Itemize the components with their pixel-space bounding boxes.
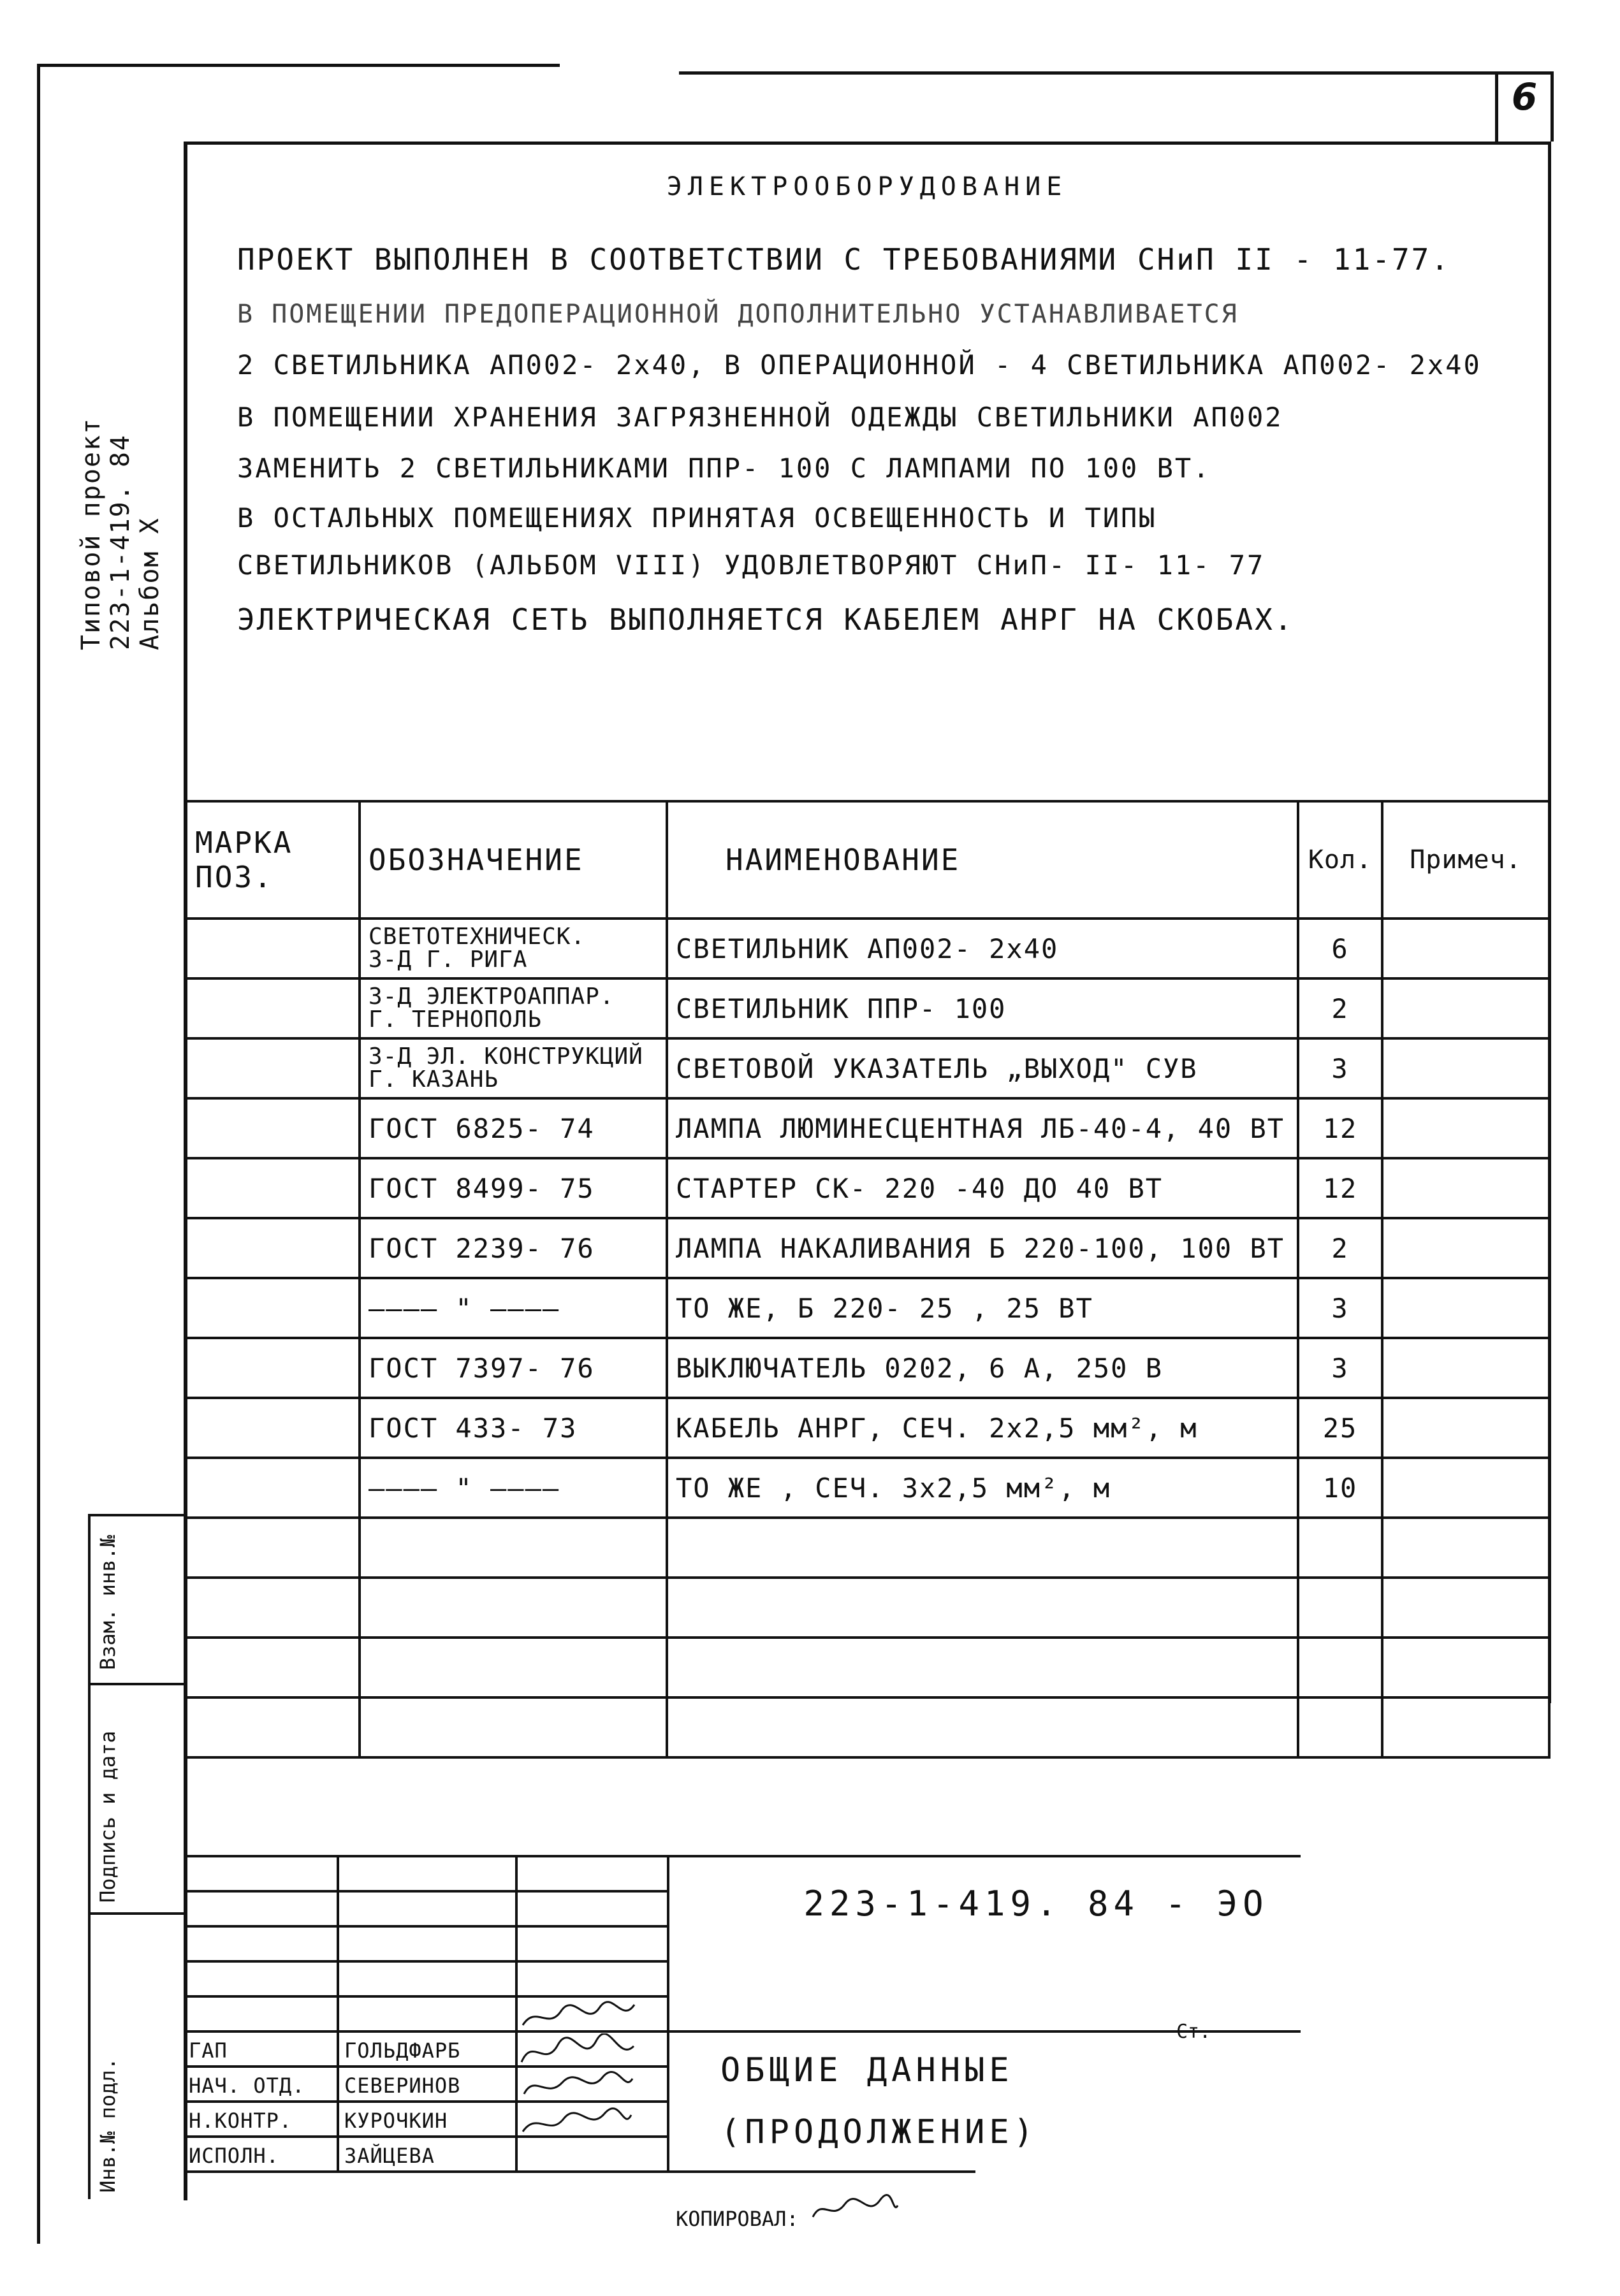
table-row [186,1697,1549,1757]
note-line: ПРОЕКТ ВЫПОЛНЕН В СООТВЕТСТВИИ С ТРЕБОВАНИЯМИ СНиП II - 11-77. [237,242,1451,277]
cell-name: ЛАМПА ЛЮМИНЕСЦЕНТНАЯ ЛБ-40-4, 40 ВТ [667,1098,1298,1158]
cell-note [1382,1578,1549,1638]
cell-mark [186,1098,360,1158]
copied-signature-scribble [810,2193,899,2225]
cell-note [1382,1638,1549,1697]
title-block-col [337,1855,339,2170]
cell-designation [360,1518,667,1578]
designation-line: ГОСТ 433- 73 [369,1412,578,1444]
cell-name: СТАРТЕР СК- 220 -40 ДО 40 ВТ [667,1158,1298,1218]
cell-mark [186,1218,360,1278]
copied-by-label: КОПИРОВАЛ: [676,2207,799,2231]
cell-mark [186,1278,360,1338]
cell-mark [186,1338,360,1398]
cell-note [1382,1038,1549,1098]
document-subtitle: (ПРОДОЛЖЕНИЕ) [720,2113,1038,2151]
cell-qty: 2 [1298,978,1382,1038]
signature-scribble [516,1998,638,2034]
title-block-row [185,1890,669,1893]
title-block-row [185,1925,669,1928]
title-block-row [185,1960,669,1963]
sheet-frame-top-right [679,71,1501,75]
cell-designation [360,1638,667,1697]
note-line: 2 СВЕТИЛЬНИКА АП002- 2х40, В ОПЕРАЦИОННОЙ - 4 СВЕТИЛЬНИКА АП002- 2х40 [237,349,1482,381]
column-header-mark [186,801,360,919]
cell-note [1382,1458,1549,1518]
note-line: В ПОМЕЩЕНИИ ПРЕДОПЕРАЦИОННОЙ ДОПОЛНИТЕЛЬНО УСТАНАВЛИВАЕТСЯ [237,300,1239,329]
table-row [186,1098,1549,1158]
cell-designation [360,1338,667,1398]
cell-designation [360,1218,667,1278]
stamp-separator [88,1912,185,1915]
cell-mark [186,919,360,978]
column-header-name: НАИМЕНОВАНИЕ [667,801,1298,919]
stamp-label-signature-date: Подпись и дата [96,1731,120,1903]
cell-mark [186,978,360,1038]
cell-name [667,1697,1298,1757]
cell-qty: 3 [1298,1338,1382,1398]
cell-qty [1298,1638,1382,1697]
side-project-label [77,418,164,650]
stamp-separator [88,1514,185,1516]
note-line: В ОСТАЛЬНЫХ ПОМЕЩЕНИЯХ ПРИНЯТАЯ ОСВЕЩЕННОСТЬ И ТИПЫ [237,502,1157,534]
cell-name [667,1518,1298,1578]
stamp-separator [88,1683,185,1685]
table-row [186,1578,1549,1638]
cell-designation [360,919,667,978]
cell-qty: 3 [1298,1278,1382,1338]
cell-name: СВЕТИЛЬНИК ППР- 100 [667,978,1298,1038]
column-header-notes: Примеч. [1382,801,1549,919]
cell-mark [186,1398,360,1458]
cell-note [1382,1098,1549,1158]
table-header-row [186,801,1549,919]
cell-name: КАБЕЛЬ АНРГ, СЕЧ. 2х2,5 мм², м [667,1398,1298,1458]
mark-header-line: МАРКА [195,825,293,860]
cell-qty: 2 [1298,1218,1382,1278]
table-row [186,1218,1549,1278]
note-line: ЗАМЕНИТЬ 2 СВЕТИЛЬНИКАМИ ППР- 100 С ЛАМПАМИ ПО 100 ВТ. [237,453,1211,484]
cell-mark [186,1158,360,1218]
designation-line: З-Д ЭЛ. КОНСТРУКЦИЙ [369,1043,643,1070]
table-row [186,1038,1549,1098]
title-block-row [185,1995,669,1998]
cell-mark [186,1038,360,1098]
title-block-top [185,1855,1301,1857]
stamp-label-inv-original: Инв.№ подл. [96,2058,120,2193]
table-row [186,1518,1549,1578]
sheet-frame-top [37,64,560,67]
cell-designation [360,1458,667,1518]
side-project-line: 223-1-419. 84 [106,433,135,650]
inner-frame-top [184,142,1551,145]
cell-designation [360,978,667,1038]
side-project-line: Альбом X [135,517,164,650]
person-name: СЕВЕРИНОВ [344,2074,461,2098]
sheet-label: Ст. [1176,2021,1211,2043]
cell-designation [360,1278,667,1338]
cell-name: СВЕТИЛЬНИК АП002- 2х40 [667,919,1298,978]
designation-line: Г. КАЗАНЬ [369,1066,499,1093]
cell-mark [186,1518,360,1578]
cell-name: СВЕТОВОЙ УКАЗАТЕЛЬ „ВЫХОД" СУВ [667,1038,1298,1098]
cell-qty: 6 [1298,919,1382,978]
table-row [186,1638,1549,1697]
role-label: Н.КОНТР. [189,2109,293,2133]
sheet-frame-left [37,64,40,2244]
designation-line: ГОСТ 7397- 76 [369,1352,595,1384]
person-name: КУРОЧКИН [344,2109,448,2133]
table-row [186,1398,1549,1458]
designation-line: ГОСТ 6825- 74 [369,1112,595,1144]
cell-designation [360,1098,667,1158]
cell-qty [1298,1578,1382,1638]
person-name: ГОЛЬДФАРБ [344,2038,461,2063]
column-header-qty: Кол. [1298,801,1382,919]
page-number: 6 [1511,75,1538,119]
cell-mark [186,1578,360,1638]
cell-note [1382,1697,1549,1757]
cell-qty [1298,1697,1382,1757]
table-row [186,1278,1549,1338]
cell-name: ТО ЖЕ , СЕЧ. 3х2,5 мм², м [667,1458,1298,1518]
designation-line: Г. ТЕРНОПОЛЬ [369,1006,543,1033]
cell-name [667,1638,1298,1697]
cell-note [1382,1518,1549,1578]
signature-scribble [516,2103,638,2139]
note-line: СВЕТИЛЬНИКОВ (АЛЬБОМ VIII) УДОВЛЕТВОРЯЮТ СНиП- II- 11- 77 [237,549,1266,581]
table-body [186,919,1549,1757]
cell-qty: 10 [1298,1458,1382,1518]
notes-title: ЭЛЕКТРООБОРУДОВАНИЕ [666,172,1068,201]
designation-line: ГОСТ 2239- 76 [369,1232,595,1264]
designation-line: З-Д ЭЛЕКТРОАППАР. [369,984,615,1010]
cell-designation [360,1697,667,1757]
table-row [186,1158,1549,1218]
designation-line: З-Д Г. РИГА [369,947,528,973]
note-line: В ПОМЕЩЕНИИ ХРАНЕНИЯ ЗАГРЯЗНЕННОЙ ОДЕЖДЫ СВЕТИЛЬНИКИ АП002 [237,402,1283,433]
cell-note [1382,1218,1549,1278]
designation-line: ———— " ———— [369,1472,560,1504]
document-code: 223-1-419. 84 - ЭО [803,1884,1269,1924]
person-name: ЗАЙЦЕВА [344,2144,435,2168]
cell-note [1382,1278,1549,1338]
cell-qty: 12 [1298,1158,1382,1218]
cell-qty [1298,1518,1382,1578]
designation-line: СВЕТОТЕХНИЧЕСК. [369,924,586,950]
cell-designation [360,1038,667,1098]
mark-header-line: ПОЗ. [195,860,274,894]
cell-mark [186,1697,360,1757]
cell-name: ТО ЖЕ, Б 220- 25 , 25 ВТ [667,1278,1298,1338]
designation-line: ———— " ———— [369,1292,560,1324]
cell-qty: 3 [1298,1038,1382,1098]
cell-mark [186,1638,360,1697]
title-block-bottom [185,2170,975,2173]
cell-qty: 25 [1298,1398,1382,1458]
cell-designation [360,1158,667,1218]
table-row [186,919,1549,978]
table-row [186,978,1549,1038]
designation-line: ГОСТ 8499- 75 [369,1172,595,1204]
stamp-label-replace-inv: Взам. инв.№ [96,1535,120,1670]
side-project-line: Типовой проект [77,417,106,650]
cell-name [667,1578,1298,1638]
cell-note [1382,1158,1549,1218]
cell-name: ВЫКЛЮЧАТЕЛЬ 0202, 6 А, 250 В [667,1338,1298,1398]
specification-table [185,800,1551,1759]
role-label: ИСПОЛН. [189,2144,279,2168]
document-title: ОБЩИЕ ДАННЫЕ [720,2051,1014,2089]
role-label: ГАП [189,2038,228,2063]
cell-name: ЛАМПА НАКАЛИВАНИЯ Б 220-100, 100 ВТ [667,1218,1298,1278]
table-row [186,1338,1549,1398]
column-header-designation: ОБОЗНАЧЕНИЕ [360,801,667,919]
cell-qty: 12 [1298,1098,1382,1158]
title-block-row [185,2030,1301,2033]
role-label: НАЧ. ОТД. [189,2074,305,2098]
signature-scribble [516,2033,638,2069]
cell-designation [360,1578,667,1638]
cell-designation [360,1398,667,1458]
signature-scribble [516,2068,638,2104]
cell-note [1382,978,1549,1038]
cell-mark [186,1458,360,1518]
cell-note [1382,919,1549,978]
table-row [186,1458,1549,1518]
cell-note [1382,1338,1549,1398]
cell-note [1382,1398,1549,1458]
note-line: ЭЛЕКТРИЧЕСКАЯ СЕТЬ ВЫПОЛНЯЕТСЯ КАБЕЛЕМ АНРГ НА СКОБАХ. [237,602,1294,637]
